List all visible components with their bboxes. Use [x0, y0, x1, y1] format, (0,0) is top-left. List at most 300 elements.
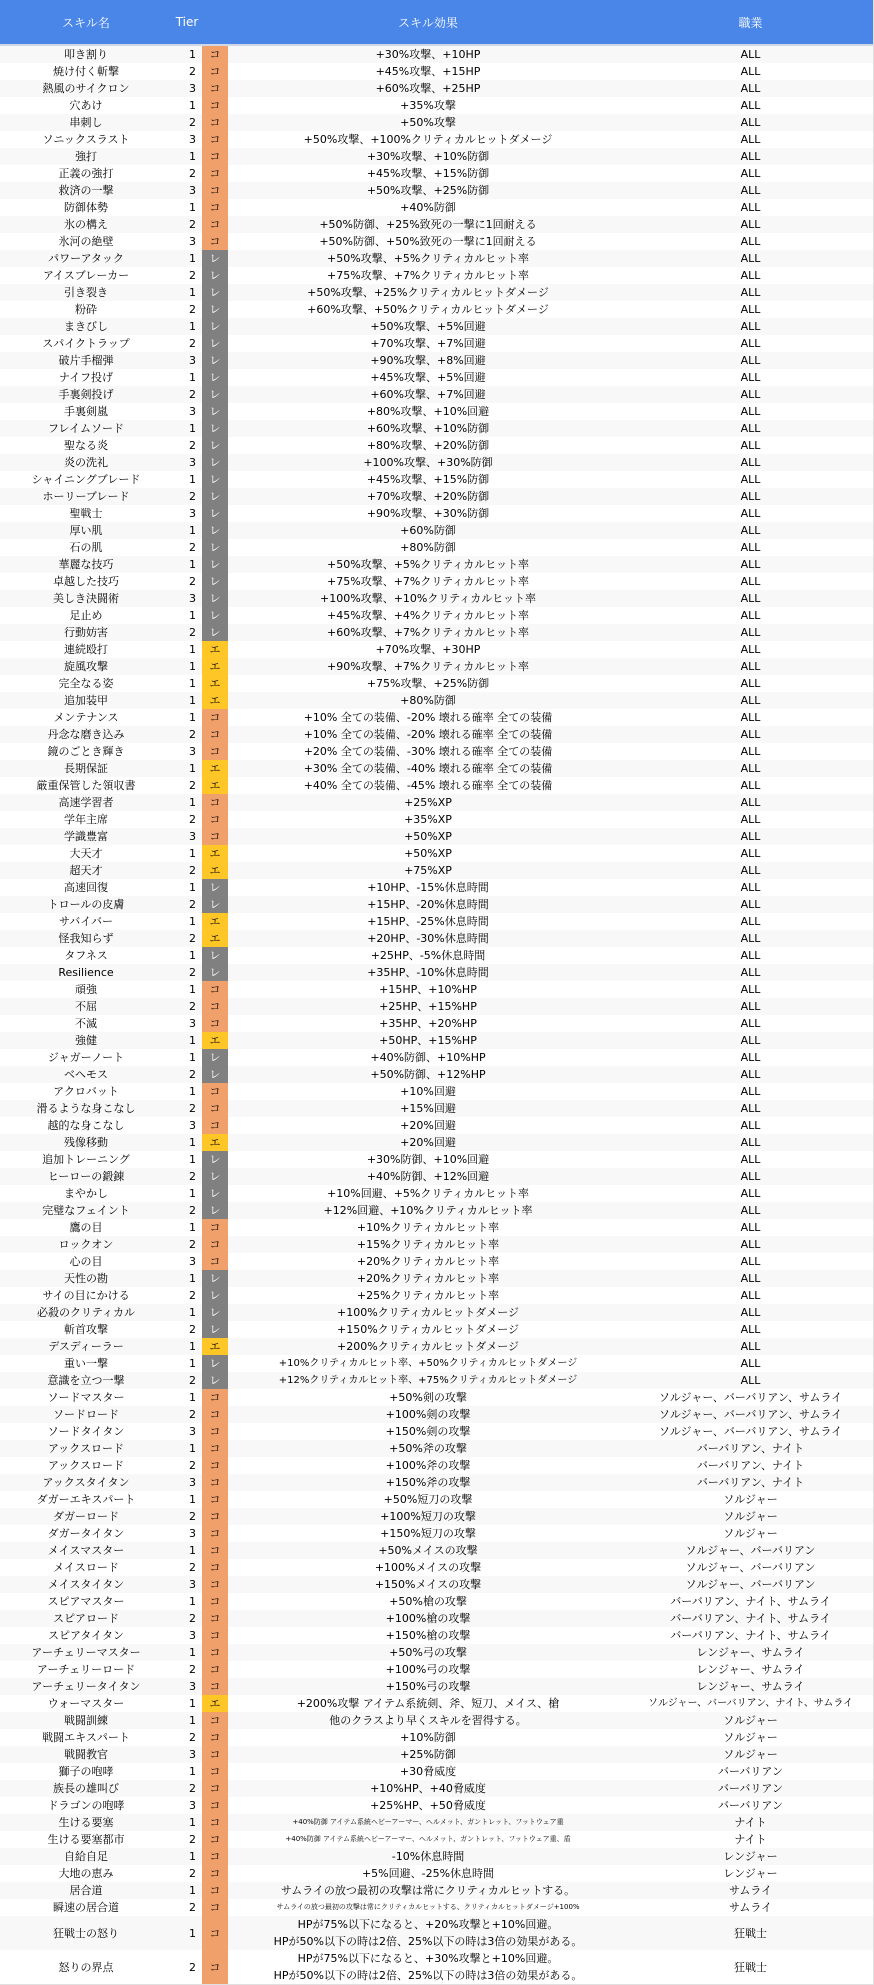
tier-cell[interactable]: 2	[189, 303, 196, 316]
skill-name-cell[interactable]: 高速学習者	[58, 796, 114, 809]
skill-effect-cell[interactable]: +100%クリティカルヒットダメージ	[336, 1306, 519, 1319]
job-cell[interactable]: ALL	[740, 1323, 761, 1336]
skill-name-cell[interactable]: 不滅	[75, 1017, 97, 1030]
skill-name-cell[interactable]: 卓越した技巧	[53, 575, 119, 588]
job-cell[interactable]: バーバリアン、ナイト、サムライ	[670, 1595, 831, 1608]
skill-name-cell[interactable]: 破片手榴弾	[58, 354, 114, 367]
skill-effect-cell[interactable]: +50%防御、+25%致死の一撃に1回耐える	[319, 218, 537, 231]
rarity-badge[interactable]: レ	[202, 403, 228, 420]
skill-name-cell[interactable]: ソニックスラスト	[42, 133, 130, 146]
tier-cell[interactable]: 1	[189, 150, 196, 163]
skill-name-cell[interactable]: 狂戦士の怒り	[53, 1926, 119, 1940]
tier-cell[interactable]: 2	[189, 966, 196, 979]
rarity-badge[interactable]: コ	[202, 1610, 228, 1627]
skill-name-cell[interactable]: 怪我知らず	[58, 932, 114, 945]
job-cell[interactable]: 狂戦士	[734, 1926, 767, 1940]
skill-effect-cell[interactable]: +50%攻撃、+5%クリティカルヒット率	[327, 252, 529, 265]
tier-cell[interactable]: 2	[189, 1867, 196, 1880]
tier-cell[interactable]: 2	[189, 1833, 196, 1846]
tier-cell[interactable]: 2	[189, 1068, 196, 1081]
job-cell[interactable]: ALL	[740, 881, 761, 894]
tier-cell[interactable]: 2	[189, 1238, 196, 1251]
skill-effect-cell[interactable]: +10% 全ての装備、-20% 壊れる確率 全ての装備	[303, 711, 553, 724]
skill-effect-cell[interactable]: +30%攻撃、+10%防御	[366, 150, 490, 163]
rarity-badge[interactable]: レ	[202, 964, 228, 981]
job-cell[interactable]: ALL	[740, 507, 761, 520]
job-cell[interactable]: ALL	[740, 524, 761, 537]
tier-cell[interactable]: 1	[189, 1051, 196, 1064]
rarity-badge[interactable]: コ	[202, 63, 228, 80]
job-cell[interactable]: ALL	[740, 864, 761, 877]
job-cell[interactable]: 狂戦士	[734, 1960, 767, 1974]
rarity-badge[interactable]: レ	[202, 1049, 228, 1066]
skill-effect-cell[interactable]: +200%クリティカルヒットダメージ	[336, 1340, 519, 1353]
skill-name-cell[interactable]: パワーアタック	[48, 252, 124, 265]
tier-cell[interactable]: 1	[189, 1646, 196, 1659]
tier-cell[interactable]: 3	[189, 1119, 196, 1132]
skill-effect-cell[interactable]: +25%XP	[404, 796, 452, 809]
skill-name-cell[interactable]: 足止め	[69, 609, 103, 622]
tier-cell[interactable]: 3	[189, 1476, 196, 1489]
skill-name-cell[interactable]: 生ける要塞都市	[47, 1833, 125, 1846]
skill-effect-cell[interactable]: +25HP、-5%休息時間	[370, 949, 486, 962]
job-cell[interactable]: ナイト	[734, 1816, 767, 1829]
skill-name-cell[interactable]: 滑るような身こなし	[36, 1102, 136, 1115]
job-cell[interactable]: ALL	[740, 252, 761, 265]
job-cell[interactable]: ALL	[740, 65, 761, 78]
skill-name-cell[interactable]: 大天才	[69, 847, 103, 860]
skill-name-cell[interactable]: 残像移動	[64, 1136, 108, 1149]
tier-cell[interactable]: 1	[189, 711, 196, 724]
skill-name-cell[interactable]: 焼け付く斬撃	[53, 65, 119, 78]
skill-name-cell[interactable]: 自給自足	[64, 1850, 108, 1863]
job-cell[interactable]: バーバリアン、ナイト	[696, 1459, 805, 1472]
tier-cell[interactable]: 1	[189, 1697, 196, 1710]
job-cell[interactable]: ALL	[740, 1272, 761, 1285]
skill-effect-cell[interactable]: サムライの放つ最初の攻撃は常にクリティカルヒットする、クリティカルヒットダメージ+100%	[276, 1903, 580, 1911]
skill-effect-cell[interactable]: +75%XP	[404, 864, 452, 877]
tier-cell[interactable]: 1	[189, 422, 196, 435]
tier-cell[interactable]: 3	[189, 1017, 196, 1030]
skill-effect-cell[interactable]: +25%防御	[400, 1748, 456, 1761]
tier-cell[interactable]: 2	[189, 1374, 196, 1387]
skill-name-cell[interactable]: 獅子の咆哮	[58, 1765, 114, 1778]
tier-cell[interactable]: 2	[189, 1289, 196, 1302]
job-cell[interactable]: レンジャー、サムライ	[696, 1663, 805, 1676]
tier-cell[interactable]: 1	[189, 1187, 196, 1200]
skill-effect-cell[interactable]: +40%防御、+12%回避	[366, 1170, 490, 1183]
rarity-badge[interactable]: レ	[202, 590, 228, 607]
tier-cell[interactable]: 2	[189, 575, 196, 588]
skill-effect-cell[interactable]: +60%攻撃、+50%クリティカルヒットダメージ	[307, 303, 549, 316]
skill-name-cell[interactable]: 越的な身こなし	[47, 1119, 125, 1132]
tier-cell[interactable]: 3	[189, 405, 196, 418]
tier-cell[interactable]: 2	[189, 490, 196, 503]
job-cell[interactable]: バーバリアン、ナイト、サムライ	[670, 1612, 831, 1625]
rarity-badge[interactable]: コ	[202, 1100, 228, 1117]
rarity-badge[interactable]: エ	[202, 930, 228, 947]
rarity-badge[interactable]: コ	[202, 1780, 228, 1797]
skill-effect-cell[interactable]: +30脅威度	[399, 1765, 457, 1778]
tier-cell[interactable]: 3	[189, 82, 196, 95]
job-cell[interactable]: ALL	[740, 677, 761, 690]
tier-cell[interactable]: 1	[189, 762, 196, 775]
rarity-badge[interactable]: コ	[202, 1661, 228, 1678]
tier-cell[interactable]: 2	[189, 1000, 196, 1013]
rarity-badge[interactable]: コ	[202, 1542, 228, 1559]
tier-cell[interactable]: 2	[189, 1731, 196, 1744]
skill-name-cell[interactable]: 厚い肌	[69, 524, 103, 537]
skill-effect-cell[interactable]: +150%クリティカルヒットダメージ	[336, 1323, 519, 1336]
skill-effect-cell[interactable]: +10% 全ての装備、-20% 壊れる確率 全ての装備	[303, 728, 553, 741]
skill-name-cell[interactable]: 炎の洗礼	[64, 456, 108, 469]
skill-name-cell[interactable]: ロックオン	[58, 1238, 114, 1251]
job-cell[interactable]: ALL	[740, 1238, 761, 1251]
skill-name-cell[interactable]: 厳重保管した領収書	[36, 779, 136, 792]
header-skill-name[interactable]: スキル名	[62, 15, 110, 30]
job-cell[interactable]: ALL	[740, 201, 761, 214]
tier-cell[interactable]: 1	[189, 796, 196, 809]
skill-effect-cell[interactable]: +150%槍の攻撃	[385, 1629, 471, 1642]
skill-effect-cell[interactable]: +60%攻撃、+10%防御	[366, 422, 490, 435]
skill-effect-cell[interactable]: +80%攻撃、+10%回避	[366, 405, 490, 418]
skill-effect-cell[interactable]: +150%剣の攻撃	[385, 1425, 471, 1438]
rarity-badge[interactable]: コ	[202, 1525, 228, 1542]
skill-effect-cell[interactable]: +25%HP、+50脅威度	[370, 1799, 486, 1812]
job-cell[interactable]: バーバリアン	[717, 1782, 783, 1795]
tier-cell[interactable]: 2	[189, 388, 196, 401]
job-cell[interactable]: ALL	[740, 711, 761, 724]
skill-effect-cell[interactable]: +20%回避	[400, 1119, 456, 1132]
rarity-badge[interactable]: レ	[202, 386, 228, 403]
tier-cell[interactable]: 1	[189, 983, 196, 996]
job-cell[interactable]: ALL	[740, 745, 761, 758]
skill-name-cell[interactable]: まきびし	[64, 320, 108, 333]
skill-effect-cell[interactable]	[228, 1916, 628, 1950]
job-cell[interactable]: バーバリアン、ナイト、サムライ	[670, 1629, 831, 1642]
skill-name-cell[interactable]: ダガーエキスパート	[36, 1493, 136, 1506]
rarity-badge[interactable]: レ	[202, 1372, 228, 1389]
skill-effect-cell[interactable]: +90%攻撃、+8%回避	[370, 354, 486, 367]
tier-cell[interactable]: 3	[189, 1578, 196, 1591]
skill-name-cell[interactable]: 頑強	[75, 983, 97, 996]
tier-cell[interactable]: 2	[189, 898, 196, 911]
skill-name-cell[interactable]: まやかし	[64, 1187, 108, 1200]
rarity-badge[interactable]: コ	[202, 1763, 228, 1780]
skill-effect-cell[interactable]: +100%メイスの攻撃	[374, 1561, 482, 1574]
tier-cell[interactable]: 2	[189, 337, 196, 350]
rarity-badge[interactable]: コ	[202, 1848, 228, 1865]
skill-effect-cell[interactable]: +150%弓の攻撃	[385, 1680, 471, 1693]
skill-name-cell[interactable]: 完璧なフェイント	[42, 1204, 130, 1217]
tier-cell[interactable]: 1	[189, 1442, 196, 1455]
skill-name-cell[interactable]: 長期保証	[64, 762, 108, 775]
job-cell[interactable]: サムライ	[728, 1884, 773, 1897]
rarity-badge[interactable]: レ	[202, 437, 228, 454]
job-cell[interactable]: ALL	[740, 1374, 761, 1387]
tier-cell[interactable]: 1	[189, 201, 196, 214]
tier-cell[interactable]: 1	[189, 286, 196, 299]
job-cell[interactable]: ALL	[740, 1340, 761, 1353]
rarity-badge[interactable]: コ	[202, 743, 228, 760]
tier-cell[interactable]: 2	[189, 65, 196, 78]
skill-name-cell[interactable]: 高速回復	[64, 881, 108, 894]
skill-name-cell[interactable]: アーチェリーロード	[36, 1663, 136, 1676]
rarity-badge[interactable]: レ	[202, 335, 228, 352]
header-tier[interactable]: Tier	[175, 15, 199, 29]
skill-name-cell[interactable]: 不屈	[75, 1000, 97, 1013]
job-cell[interactable]: ALL	[740, 1357, 761, 1370]
tier-cell[interactable]: 1	[189, 1714, 196, 1727]
job-cell[interactable]: ALL	[740, 1289, 761, 1302]
tier-cell[interactable]: 1	[189, 48, 196, 61]
job-cell[interactable]: ALL	[740, 1051, 761, 1064]
tier-cell[interactable]: 3	[189, 592, 196, 605]
job-cell[interactable]: ALL	[740, 184, 761, 197]
skill-name-cell[interactable]: 聖戦士	[69, 507, 103, 520]
skill-effect-cell[interactable]: +60%攻撃、+7%回避	[370, 388, 486, 401]
job-cell[interactable]: ALL	[740, 303, 761, 316]
tier-cell[interactable]: 1	[189, 524, 196, 537]
skill-effect-cell[interactable]: +70%攻撃、+30HP	[375, 643, 481, 656]
job-cell[interactable]: ソルジャー	[723, 1714, 778, 1727]
rarity-badge[interactable]: コ	[202, 1117, 228, 1134]
skill-name-cell[interactable]: 連続殴打	[64, 643, 108, 656]
job-cell[interactable]: ALL	[740, 1102, 761, 1115]
tier-cell[interactable]: 1	[189, 1850, 196, 1863]
tier-cell[interactable]: 2	[189, 1510, 196, 1523]
tier-cell[interactable]: 2	[189, 1960, 196, 1974]
tier-cell[interactable]: 1	[189, 1884, 196, 1897]
job-cell[interactable]: ALL	[740, 1068, 761, 1081]
tier-cell[interactable]: 1	[189, 1136, 196, 1149]
rarity-badge[interactable]: エ	[202, 760, 228, 777]
skill-name-cell[interactable]: トロールの皮膚	[47, 898, 125, 911]
rarity-badge[interactable]: コ	[202, 1389, 228, 1406]
skill-effect-cell[interactable]: +20%クリティカルヒット率	[356, 1272, 500, 1285]
job-cell[interactable]: ALL	[740, 405, 761, 418]
tier-cell[interactable]: 2	[189, 167, 196, 180]
rarity-badge[interactable]: コ	[202, 1814, 228, 1831]
skill-effect-cell[interactable]: +70%攻撃、+20%防御	[366, 490, 490, 503]
skill-name-cell[interactable]: 叩き割り	[64, 48, 108, 61]
skill-effect-cell[interactable]: +60%攻撃、+7%クリティカルヒット率	[327, 626, 529, 639]
skill-effect-cell[interactable]: +80%防御	[400, 541, 456, 554]
job-cell[interactable]: ALL	[740, 609, 761, 622]
job-cell[interactable]: ALL	[740, 422, 761, 435]
tier-cell[interactable]: 1	[189, 1340, 196, 1353]
header-skill-effect[interactable]: スキル効果	[398, 15, 458, 30]
job-cell[interactable]: ALL	[740, 1221, 761, 1234]
skill-name-cell[interactable]: 救済の一撃	[58, 184, 114, 197]
rarity-badge[interactable]: コ	[202, 1457, 228, 1474]
rarity-badge[interactable]: コ	[202, 794, 228, 811]
skill-effect-cell[interactable]: +50%攻撃、+25%防御	[366, 184, 490, 197]
tier-cell[interactable]: 3	[189, 1799, 196, 1812]
tier-cell[interactable]: 2	[189, 439, 196, 452]
skill-name-cell[interactable]: 美しき決闘術	[53, 592, 119, 605]
rarity-badge[interactable]: レ	[202, 267, 228, 284]
skill-name-cell[interactable]: メイスマスター	[47, 1544, 125, 1557]
skill-name-cell[interactable]: アックスロード	[47, 1442, 125, 1455]
skill-name-cell[interactable]: 戦闘エキスパート	[42, 1731, 130, 1744]
job-cell[interactable]: ALL	[740, 796, 761, 809]
job-cell[interactable]: ALL	[740, 388, 761, 401]
skill-effect-cell[interactable]: +75%攻撃、+25%防御	[366, 677, 490, 690]
rarity-badge[interactable]: コ	[202, 1576, 228, 1593]
job-cell[interactable]: ALL	[740, 932, 761, 945]
job-cell[interactable]: ALL	[740, 320, 761, 333]
rarity-badge[interactable]: コ	[202, 1746, 228, 1763]
skill-name-cell[interactable]: 粉砕	[75, 303, 97, 316]
skill-name-cell[interactable]: 鏡のごとき輝き	[47, 745, 125, 758]
skill-name-cell[interactable]: ソードロード	[53, 1408, 119, 1421]
rarity-badge[interactable]: レ	[202, 1270, 228, 1287]
skill-effect-cell[interactable]: -10%休息時間	[391, 1850, 465, 1863]
rarity-badge[interactable]: コ	[202, 148, 228, 165]
tier-cell[interactable]: 1	[189, 677, 196, 690]
skill-name-cell[interactable]: ダガータイタン	[47, 1527, 125, 1540]
skill-name-cell[interactable]: 氷河の絶壁	[58, 235, 114, 248]
rarity-badge[interactable]: レ	[202, 1066, 228, 1083]
rarity-badge[interactable]: コ	[202, 114, 228, 131]
job-cell[interactable]: ソルジャー、バーバリアン	[685, 1578, 816, 1591]
skill-effect-cell[interactable]: +15HP、-20%休息時間	[367, 898, 489, 911]
skill-name-cell[interactable]: 行動妨害	[64, 626, 108, 639]
skill-effect-cell[interactable]: +20HP、-30%休息時間	[367, 932, 489, 945]
rarity-badge[interactable]: コ	[202, 726, 228, 743]
tier-cell[interactable]: 1	[189, 1493, 196, 1506]
rarity-badge[interactable]: コ	[202, 1950, 228, 1984]
skill-name-cell[interactable]: 怒りの界点	[58, 1960, 114, 1974]
job-cell[interactable]: ソルジャー、バーバリアン、サムライ	[658, 1408, 843, 1421]
rarity-badge[interactable]: コ	[202, 1423, 228, 1440]
rarity-badge[interactable]: コ	[202, 1491, 228, 1508]
job-cell[interactable]: ALL	[740, 150, 761, 163]
rarity-badge[interactable]: レ	[202, 1168, 228, 1185]
tier-cell[interactable]: 2	[189, 1901, 196, 1914]
tier-cell[interactable]: 2	[189, 1782, 196, 1795]
tier-cell[interactable]: 1	[189, 1544, 196, 1557]
skill-name-cell[interactable]: ダガーロード	[53, 1510, 119, 1523]
skill-name-cell[interactable]: 防御体勢	[64, 201, 108, 214]
skill-name-cell[interactable]: 丹念な磨き込み	[47, 728, 125, 741]
skill-name-cell[interactable]: ベヘモス	[64, 1068, 108, 1081]
skill-effect-cell[interactable]: +50%防御、+12%HP	[370, 1068, 486, 1081]
skill-name-cell[interactable]: 氷の構え	[64, 218, 108, 231]
job-cell[interactable]: ソルジャー、バーバリアン	[685, 1561, 816, 1574]
rarity-badge[interactable]: レ	[202, 369, 228, 386]
skill-name-cell[interactable]: 学年主席	[64, 813, 108, 826]
skill-effect-cell[interactable]: +50%攻撃	[400, 116, 456, 129]
job-cell[interactable]: ALL	[740, 269, 761, 282]
job-cell[interactable]: ALL	[740, 337, 761, 350]
job-cell[interactable]: ALL	[740, 915, 761, 928]
job-cell[interactable]: ALL	[740, 354, 761, 367]
skill-effect-cell[interactable]: +100%攻撃、+30%防御	[363, 456, 493, 469]
job-cell[interactable]: ALL	[740, 847, 761, 860]
job-cell[interactable]: ALL	[740, 1170, 761, 1183]
tier-cell[interactable]: 3	[189, 456, 196, 469]
tier-cell[interactable]: 2	[189, 779, 196, 792]
rarity-badge[interactable]: コ	[202, 1899, 228, 1916]
job-cell[interactable]: ALL	[740, 660, 761, 673]
skill-name-cell[interactable]: 戦闘訓練	[64, 1714, 108, 1727]
tier-cell[interactable]: 1	[189, 949, 196, 962]
skill-effect-cell[interactable]: +50%短刀の攻撃	[383, 1493, 473, 1506]
rarity-badge[interactable]: コ	[202, 1440, 228, 1457]
skill-effect-cell[interactable]: +20%クリティカルヒット率	[356, 1255, 500, 1268]
skill-effect-cell[interactable]: +75%攻撃、+7%クリティカルヒット率	[327, 269, 529, 282]
rarity-badge[interactable]: レ	[202, 250, 228, 267]
rarity-badge[interactable]: エ	[202, 1032, 228, 1049]
skill-effect-cell[interactable]: +45%攻撃、+15%防御	[366, 167, 490, 180]
job-cell[interactable]: バーバリアン、ナイト	[696, 1476, 805, 1489]
rarity-badge[interactable]: エ	[202, 845, 228, 862]
tier-cell[interactable]: 3	[189, 1527, 196, 1540]
skill-effect-cell[interactable]: +40%防御 アイテム系統ヘビーアーマー、ヘルメット、ガントレット、フットウェア重	[292, 1818, 564, 1826]
rarity-badge[interactable]: コ	[202, 828, 228, 845]
job-cell[interactable]: ALL	[740, 82, 761, 95]
skill-name-cell[interactable]: 石の肌	[69, 541, 103, 554]
job-cell[interactable]: バーバリアン、ナイト	[696, 1442, 805, 1455]
job-cell[interactable]: ALL	[740, 643, 761, 656]
skill-effect-cell[interactable]: +100%槍の攻撃	[385, 1612, 471, 1625]
skill-effect-cell[interactable]: +50%攻撃、+5%クリティカルヒット率	[327, 558, 529, 571]
skill-name-cell[interactable]: 追加装甲	[64, 694, 108, 707]
job-cell[interactable]: ALL	[740, 541, 761, 554]
tier-cell[interactable]: 1	[189, 694, 196, 707]
skill-effect-cell[interactable]: +80%防御	[400, 694, 456, 707]
skill-name-cell[interactable]: 族長の雄叫び	[53, 1782, 119, 1795]
job-cell[interactable]: ALL	[740, 592, 761, 605]
job-cell[interactable]: ALL	[740, 1000, 761, 1013]
skill-name-cell[interactable]: 正義の強打	[58, 167, 114, 180]
tier-cell[interactable]: 2	[189, 1408, 196, 1421]
rarity-badge[interactable]: コ	[202, 1882, 228, 1899]
skill-effect-cell[interactable]: +40%防御	[400, 201, 456, 214]
skill-effect-cell[interactable]: +90%攻撃、+7%クリティカルヒット率	[327, 660, 529, 673]
skill-name-cell[interactable]: アクロバット	[53, 1085, 119, 1098]
tier-cell[interactable]: 2	[189, 864, 196, 877]
tier-cell[interactable]: 3	[189, 1629, 196, 1642]
skill-effect-cell[interactable]: +30%防御、+10%回避	[366, 1153, 490, 1166]
job-cell[interactable]: レンジャー、サムライ	[696, 1680, 805, 1693]
job-cell[interactable]: ALL	[740, 218, 761, 231]
rarity-badge[interactable]: コ	[202, 1015, 228, 1032]
rarity-badge[interactable]: エ	[202, 1338, 228, 1355]
skill-name-cell[interactable]: 鷹の目	[69, 1221, 103, 1234]
rarity-badge[interactable]: レ	[202, 522, 228, 539]
skill-name-cell[interactable]: 追加トレーニング	[42, 1153, 130, 1166]
skill-effect-cell[interactable]: +50%剣の攻撃	[389, 1391, 467, 1404]
skill-name-cell[interactable]: 生ける要塞	[58, 1816, 114, 1829]
skill-effect-cell[interactable]: +35%攻撃	[400, 99, 456, 112]
skill-name-cell[interactable]: 引き裂き	[64, 286, 108, 299]
tier-cell[interactable]: 1	[189, 881, 196, 894]
rarity-badge[interactable]: レ	[202, 624, 228, 641]
rarity-badge[interactable]: コ	[202, 233, 228, 250]
tier-cell[interactable]: 1	[189, 252, 196, 265]
rarity-badge[interactable]: コ	[202, 131, 228, 148]
skill-name-cell[interactable]: アックスタイタン	[42, 1476, 130, 1489]
job-cell[interactable]: ソルジャー、バーバリアン、サムライ	[658, 1425, 843, 1438]
job-cell[interactable]: ALL	[740, 235, 761, 248]
job-cell[interactable]: ALL	[740, 1255, 761, 1268]
rarity-badge[interactable]: レ	[202, 1355, 228, 1372]
skill-name-cell[interactable]: サイの目にかける	[42, 1289, 130, 1302]
skill-name-cell[interactable]: Resilience	[58, 966, 114, 979]
